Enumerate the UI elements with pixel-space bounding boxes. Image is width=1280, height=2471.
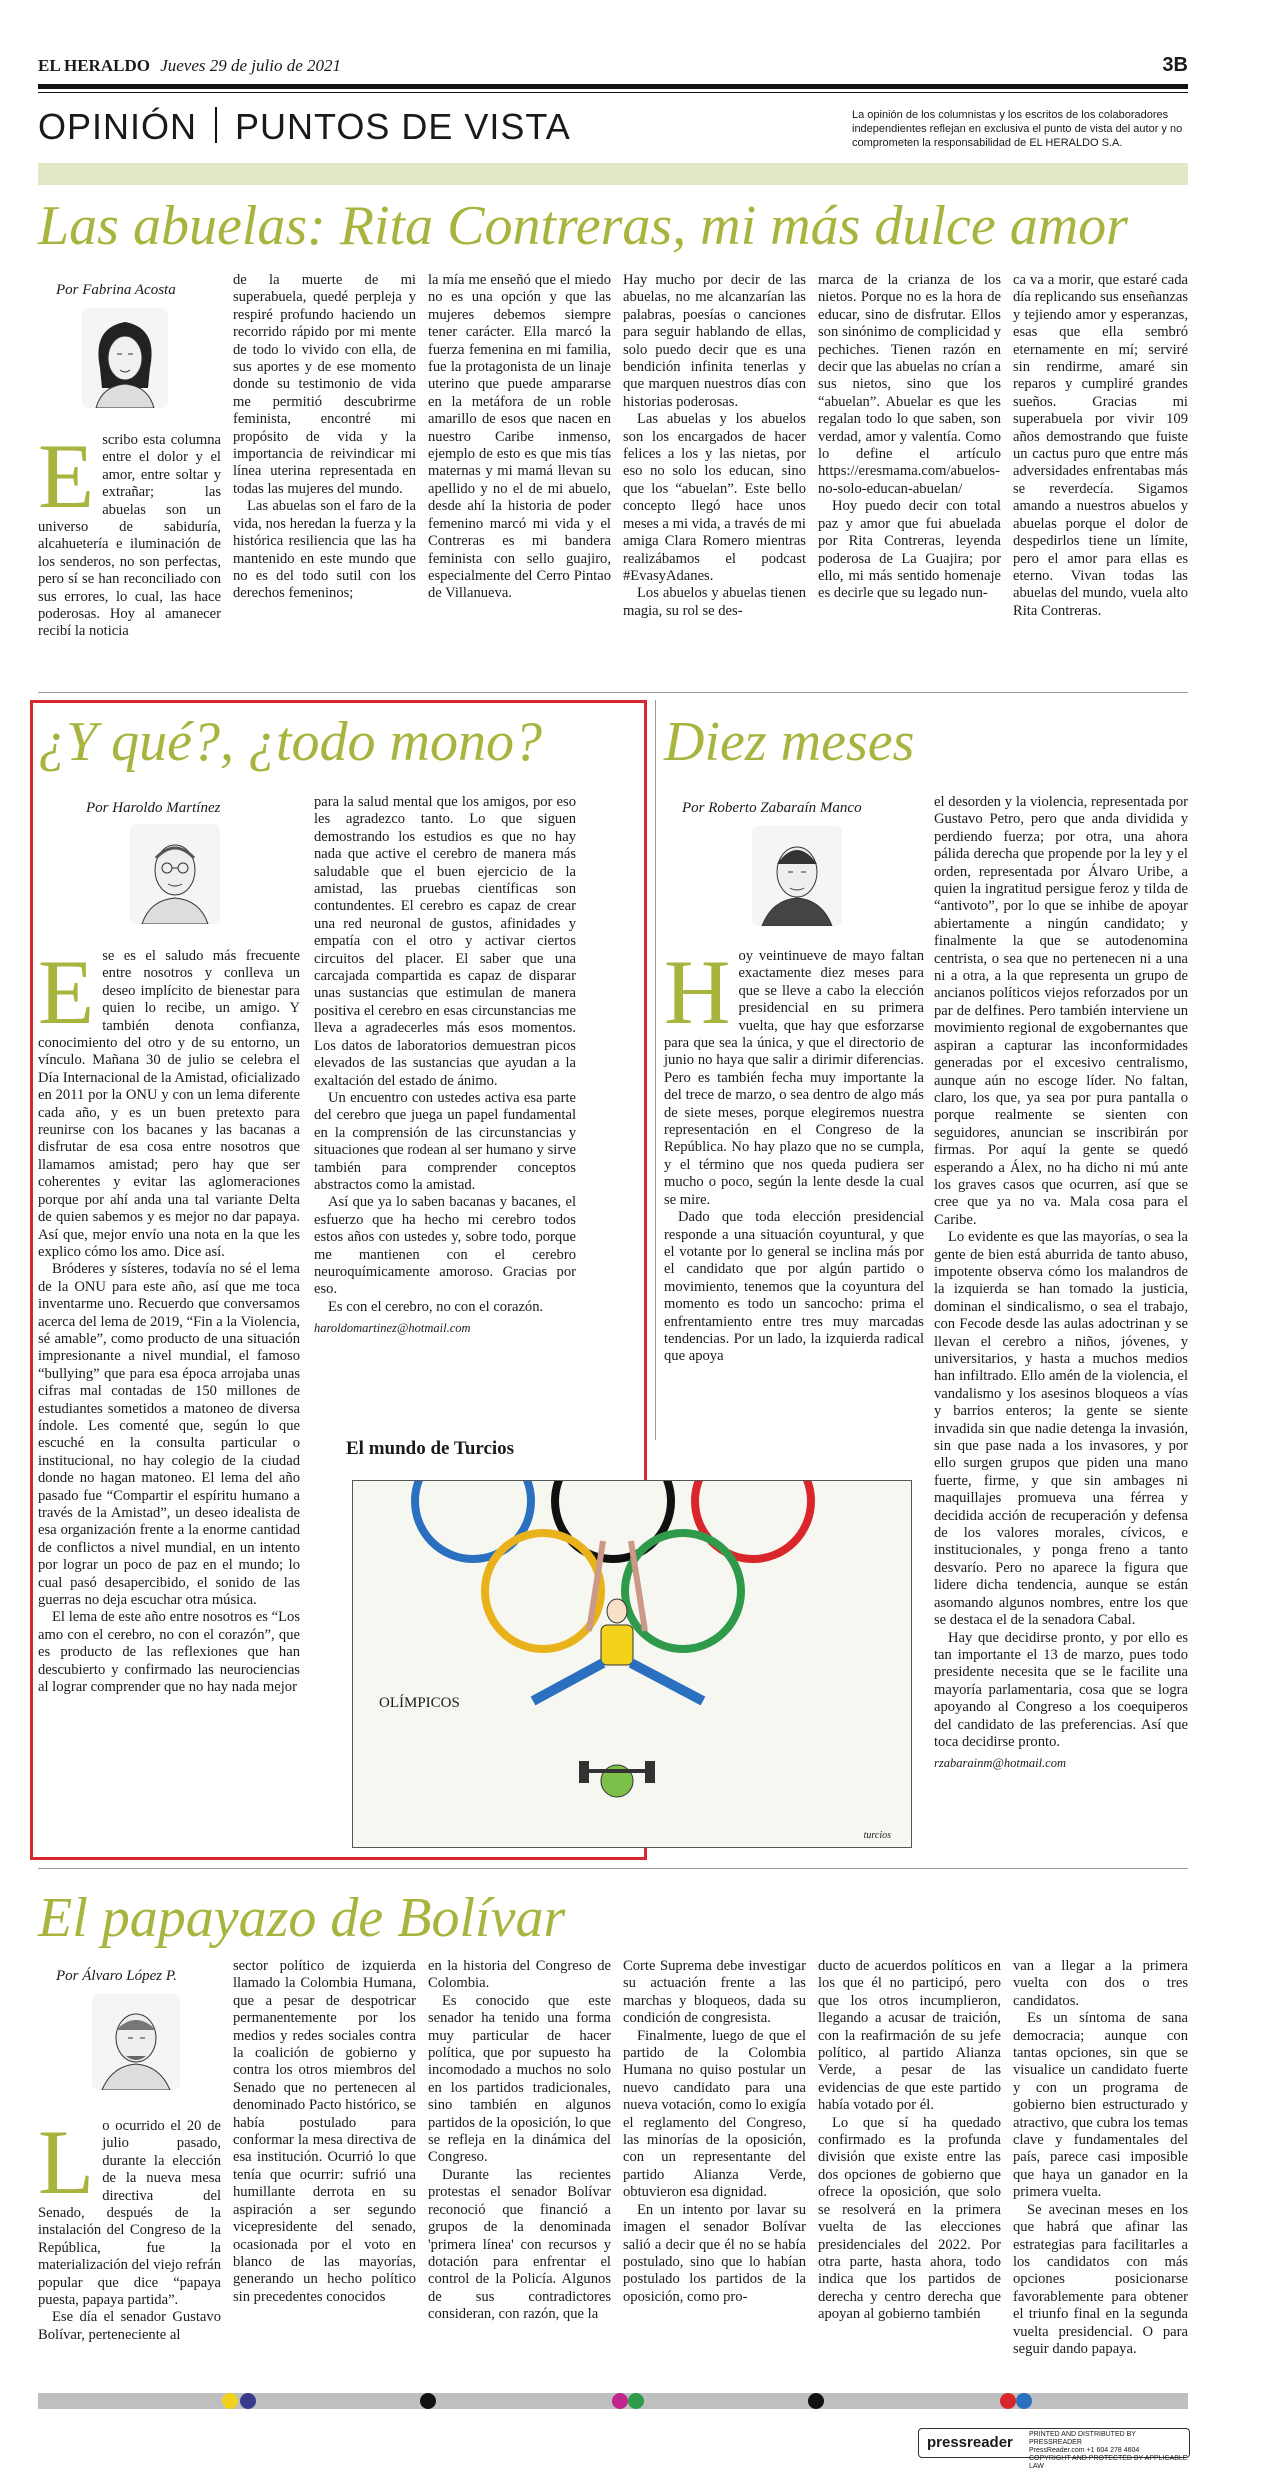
article4-col4 xyxy=(623,1958,806,2306)
registration-dot xyxy=(1000,2393,1016,2409)
divider xyxy=(38,1868,1188,1869)
article2-col1 xyxy=(38,941,300,1696)
portrait-alvaro-icon xyxy=(92,1994,180,2090)
paragraph: El lema de este año entre nosotros es “Los amo con el cerebro, no con el corazón”, que es producto de las reflexiones que han descubierto y confirmado las neurociencias al lograr comprender que no hay nada mejor xyxy=(38,1609,300,1696)
paragraph: En un intento por lavar su imagen el senador Bolívar salió a decir que él no se había postulado, sino que lo habían postulado los partidos de la oposición, como pro- xyxy=(623,2201,806,2305)
header-rule xyxy=(38,84,1188,89)
article3-col2 xyxy=(934,794,1188,1773)
paragraph: Es un síntoma de sana democracia; aunque con tantas opciones, sin que se visualice un candidato fuerte y con un programa de gobierno bien estructurado y atractivo, que cubra los temas clave y fundamentales del país, parece casi imposible que haya un ganador en la primera vuelta. xyxy=(1013,2010,1188,2201)
article4-col3 xyxy=(428,1958,611,2324)
paragraph: Hay que decidirse pronto, y por ello es tan importante el 13 de marzo, pues todo presidente necesita que se le facilite una mayoría parlamentaria, cosa que se logra apoyando al Congreso a los coequiperos del candidato de las preferencias. Así que toca decidirse pronto. xyxy=(934,1629,1188,1750)
paragraph: Las abuelas y los abuelos son los encargados de hacer felices a los y las nietas, por eso no solo los educan, sino que los “abuelan”. Este bello concepto llegó hace unos meses a mi vida, a través de mi amiga Clara Romero mientras realizábamos el podcast #EvasyAdanes. xyxy=(623,411,806,584)
paragraph: Lo que sí ha quedado confirmado es la profunda división que existe entre las dos opciones de gobierno que ofrece la oposición, que solo se resolverá en la primera vuelta de las elecciones presidenciales del 2022. Por otra parte, hasta ahora, todo indica que los partidos de derecha y centro derecha que apoyan al gobierno también xyxy=(818,2114,1001,2323)
byline-roberto: Por Roberto Zabaraín Manco xyxy=(682,800,862,816)
newspaper-header xyxy=(38,56,341,76)
section-opinion: OPINIÓN xyxy=(38,106,198,147)
paragraph: oy veintinueve de mayo faltan exactamente diez meses para que se lleve a cabo la elección presidencial en su primera vuelta, que hay que esforzarse para que sea la única, y que el directorio de junio no haya que salir a dirimir diferencias. Pero es también fecha muy importante la del trece de marzo, o sea dentro de algo más de siete meses, porque elegiremos nuestra representación en el Congreso de la República. No hay plazo que no se cumpla, y el término que nos queda pudiera ser mucho o poco, según la lente desde la cual se mire. xyxy=(664,948,924,1208)
paragraph: Un encuentro con ustedes activa esa parte del cerebro que juega un papel fundamental en la comprensión de las circunstancias y situaciones que rodean al ser humano y sirve también para comprender conceptos abstractos como la amistad. xyxy=(314,1089,576,1193)
pr-line: PRINTED AND DISTRIBUTED BY PRESSREADER xyxy=(1029,2431,1136,2446)
article1-col3 xyxy=(428,272,611,603)
dropcap: E xyxy=(38,941,95,1043)
paragraph: Bróderes y sísteres, todavía no sé el lema de la ONU para este año, así que me toca inventarme uno. Recuerdo que conversamos acerca del lema de 2019, “Fin a la Violencia, sé amable”, como producto de una situación impresionante a nivel mundial, el famoso “bullying” que para esa época arrojaba unas cifras mal contadas de 150 millones de estudiantes sometidos a matoneo de diversa índole. Les comenté que, según lo que escuché en la consulta particular o institucional, no hay colegio de la ciudad donde no hagan matoneo. El lema del año pasado fue “Compartir el espíritu humano a través de la Amistad”, un deseo idealista de esa organización frente a la enorme cantidad de conflictos a nivel mundial, en un intento por lograr un poco de paz en el mundo; lo cual pasó desapercibido, el sonido de las guerras no deja escuchar otra música. xyxy=(38,1261,300,1609)
article2-col2 xyxy=(314,794,576,1338)
portrait-haroldo-icon xyxy=(130,824,220,924)
paragraph: Los abuelos y abuelas tienen magia, su rol se des- xyxy=(623,585,806,619)
paragraph: Hay mucho por decir de las abuelas, no me alcanzarían las palabras, poesías o canciones para seguir hablando de ellas, solo puedo decir que es una bendición infinita tenerlas y que marquen nuestros días con historias poderosas. xyxy=(623,272,806,410)
paragraph: se es el saludo más frecuente entre nosotros y conlleva un deseo implícito de bienestar para quien lo recibe, un amigo. Y también denota confianza, conocimiento del otro y de su entorno, un vínculo. Mañana 30 de julio se celebra el Día Internacional de la Amistad, oficializado en 2011 por la ONU y con un lema diferente cada año, y es un buen pretexto para reunirse con los bacanes y las bacanas a disfrutar de esa cosa entre nosotros que llamamos amistad; pero hay que ser coherentes y evitar las aglomeraciones porque por ahí anda una tal variante Delta de quien sabemos y es mejor no dar papaya. Así que, mejor envío una nota en la que les explico cómo los amo. Dice así. xyxy=(38,948,300,1260)
paragraph: Se avecinan meses en los que habrá que afinar las estrategias para facilitarles a los candidatos con más opciones posicionarse favorablemente para obtener el triunfo final en la segunda vuelta presidencial. O para seguir dando papaya. xyxy=(1013,2201,1188,2357)
portrait-roberto-icon xyxy=(752,826,842,926)
pr-line: COPYRIGHT AND PROTECTED BY APPLICABLE LAW xyxy=(1029,2455,1188,2470)
accent-bar xyxy=(38,163,1188,185)
article4-col6 xyxy=(1013,1958,1188,2358)
column-divider xyxy=(655,700,656,1440)
registration-dot xyxy=(1016,2393,1032,2409)
byline-haroldo: Por Haroldo Martínez xyxy=(86,800,221,816)
paragraph: la mía me enseñó que el miedo no es una opción y que las mujeres debemos siempre tener carácter. Ella marcó la fuerza femenina en mi familia, fue la protagonista de un linaje uterino que puede ampararse en la metáfora de un roble amarillo de esos que nacen en nuestro Caribe inmenso, ejemplo de esto es que mis tías maternas y mi mamá llevan su apellido y no el de mi abuelo, desde ahí la historia de poder femenino marcó mi vida y el Contreras es mi bandera feminista con sello guajiro, especialmente del Cerro Pintao de Villanueva. xyxy=(428,272,611,602)
portrait-fabrina-icon xyxy=(82,308,168,408)
author-email[interactable]: haroldomartinez@hotmail.com xyxy=(314,1321,471,1336)
pressreader-info xyxy=(1029,2431,1189,2471)
divider xyxy=(38,692,1188,693)
paragraph: Las abuelas son el faro de la vida, nos heredan la fuerza y la histórica resiliencia que las ha mantenido en este mundo que no es del todo sutil con los derechos femeninos; xyxy=(233,498,416,602)
paragraph: Corte Suprema debe investigar su actuación frente a las marchas y bloqueos, dada su condición de congresista. xyxy=(623,1958,806,2027)
pressreader-badge[interactable] xyxy=(918,2428,1190,2470)
paragraph: de la muerte de mi superabuela, quedé perpleja y respiré profundo haciendo un recorrido rápido por mi mente de todo lo vivido con ella, de sus aportes y de ese momento donde su testimonio de vida me permitió descubrirme feminista, encontré mi propósito de vida y la importancia de reivindicar mi línea uterina representada en todas las mujeres del mundo. xyxy=(233,272,416,497)
article4-col1 xyxy=(38,2111,221,2344)
paragraph: sector político de izquierda llamado la Colombia Humana, que a pesar de despotricar permanentemente por los medios y redes sociales contra la coalición de gobierno y contra los otros miembros del Senado que no pertenecen al denominado Pacto histórico, se había postulado para conformar la mesa directiva de esa institución. Ocurrió lo que tenía que ocurrir: sufrió una humillante derrota en su aspiración a ser segundo vicepresidente del senado, ocasionada por el voto en blanco de las mayorías, generando un hecho político sin precedentes conocidos xyxy=(233,1958,416,2305)
author-portrait xyxy=(752,826,842,926)
article1-col2 xyxy=(233,272,416,603)
paragraph: Dado que toda elección presidencial responde a una situación coyuntural, y que el votante por lo general se inclina más por el candidato que por algún partido o movimiento, tenemos que la coyuntura del momento es todo un sancocho: prima el enfrentamiento entre tres muy marcadas tendencias. Por un lado, la izquierda radical que apoya xyxy=(664,1209,924,1365)
registration-dot xyxy=(612,2393,628,2409)
section-heading xyxy=(38,106,571,148)
registration-dot xyxy=(808,2393,824,2409)
disclaimer: La opinión de los columnistas y los escritos de los colaboradores independientes reflejan en exclusiva el punto de vista del autor y no comprometen la responsabilidad de EL HERALDO S.A. xyxy=(852,109,1183,149)
page-number: 3B xyxy=(1162,54,1188,76)
olympic-rings-cartoon-icon xyxy=(353,1481,911,1847)
article-title-todo-mono: ¿Y qué?, ¿todo mono? xyxy=(38,711,542,773)
issue-date: Jueves 29 de julio de 2021 xyxy=(160,56,342,75)
article-title-diez-meses: Diez meses xyxy=(664,711,915,773)
registration-dot xyxy=(222,2393,238,2409)
cartoon-signature: turcios xyxy=(863,1830,891,1841)
article1-col1 xyxy=(38,425,221,641)
cartoon-image xyxy=(352,1480,912,1848)
registration-dot xyxy=(240,2393,256,2409)
paragraph: Es conocido que este senador ha tenido una forma muy particular de hacer política, que por supuesto ha incomodado a muchos no solo en los partidos tradicionales, sino también en algunos partidos de la oposición, lo que se refleja en la dinámica del Congreso. xyxy=(428,1992,611,2166)
paragraph: Hoy puedo decir con total paz y amor que fui abuelada por Rita Contreras, leyenda poderosa de La Guajira; por ello, mi más sentido homenaje es decirle que su legado nun- xyxy=(818,498,1001,602)
paragraph: el desorden y la violencia, representada por Gustavo Petro, pero que anda dividida y perdiendo fuerza; por otra, una ahora pálida derecha que propende por la ley y el orden, representada por Álvaro Uribe, a quien la ingratitud persigue feroz y tilda de “antivoto”, por lo que se inhibe de apoyar abiertamente a ningún candidato; y finalmente la que se autodenomina centrista, o sea que no pertenecen ni a una ni a otra, a la que representa un grupo de ancianos políticos viejos reforzados por un par de delfines. Pero también interviene un movimiento regional de exgobernantes que aspiran a capturar las inconformidades generadas por el excesivo centralismo, aunque aún no escoge líder. No faltan, claro, los que, ya sea por pura pantalla o porque realmente se sienten con seguidores, anuncian se inscribirán por firmas. Por aquí la gente se quedó esperando a Álex, no ha dicho ni mú ante los graves casos que ocurren, así que se cree que ya no va. Mala cosa para el Caribe. xyxy=(934,794,1188,1228)
newspaper-name: EL HERALDO xyxy=(38,56,150,75)
paragraph: Lo evidente es que las mayorías, o sea la gente de bien está aburrida de tanto abuso, impotente observa cómo los malandros de la izquierda se han tomado la justicia, dominan el sindicalismo, o sea el trabajo, con Fecode desde las aulas adoctrinan y se llevan el cerebro a niños, jóvenes, y universitarios, y hasta a muchos medios han infiltrado. Ello amén de la violencia, el vandalismo y los asesinos bloqueos a vías y barrios enteros; la gente se siente invadida sin que nadie detenga la invasión, sin que pase nada a los invasores, y por ello surgen grupos que piden una mano fuerte, firme, y que sin ambages ni maquillajes promueva una férrea y decidida acción de recuperación y defensa de los valores morales, cívicos, e institucionales, y ponga freno a tanto desvarío. Pero no aparece la figura que lidere dicha tendencia, aunque se están asomando algunos nombres, entre los que se destaca el de la senadora Cabal. xyxy=(934,1229,1188,1629)
cartoon-title: El mundo de Turcios xyxy=(346,1438,515,1459)
section-divider xyxy=(215,107,217,143)
paragraph: scribo esta columna entre el dolor y el amor, entre soltar y extrañar; las abuelas son un universo de sabiduría, alcahuetería e iluminación de los senderos, no son perfectas, pero sí se han reconciliado con sus errores, lo cual, las hace poderosas. Hoy al amanecer recibí la noticia xyxy=(38,432,221,640)
registration-dot xyxy=(420,2393,436,2409)
dropcap: L xyxy=(38,2111,95,2213)
paragraph: van a llegar a la primera vuelta con dos o tres candidatos. xyxy=(1013,1958,1188,2009)
paragraph: para la salud mental que los amigos, por eso les agradezco tanto. Lo que siguen demostrando los estudios es que no hay nada que active el cerebro de manera más saludable que el buen ejercicio de la amistad, las pruebas científicas son contundentes. El cerebro es capaz de crear una red neuronal de gustos, afinidades y empatía con el otro y activar ciertos circuitos del placer. El saber que una carcajada compartida es capaz de disparar unas sustancias que estimulan de manera positiva el cerebro en esas circunstancias me lleva a agradecerles más esos momentos. Los datos de laboratorios demuestran picos elevados de las sustancias que ayudan a la exaltación del estado de ánimo. xyxy=(314,794,576,1089)
byline-alvaro: Por Álvaro López P. xyxy=(56,1968,177,1984)
author-portrait xyxy=(130,824,220,924)
header-rule-thin xyxy=(38,92,1188,93)
paragraph: ducto de acuerdos políticos en los que él no participó, pero que los otros incumplieron, llegando a acusar de traición, con la reafirmación de su jefe político, al partido Alianza Verde, a pesar de las evidencias de que este partido había votado por él. xyxy=(818,1958,1001,2114)
article4-col2 xyxy=(233,1958,416,2306)
byline-fabrina: Por Fabrina Acosta xyxy=(56,282,176,298)
author-portrait xyxy=(82,308,168,408)
pr-line: PressReader.com +1 604 278 4604 xyxy=(1029,2447,1140,2454)
article-title-abuelas: Las abuelas: Rita Contreras, mi más dulce amor xyxy=(38,195,1128,257)
paragraph: Ese día el senador Gustavo Bolívar, perteneciente al xyxy=(38,2309,221,2343)
paragraph: marca de la crianza de los nietos. Porque no es la hora de educar, sino de disfrutar. Ellos son sinónimo de complicidad y pechiches. Tienen razón en decir que las abuelas no crían a sus nietos, sino que los “abuelan”. Abuelar es que les regalan todo lo que saben, son verdad, amor y valentía. Como lo define el artículo https://eresmama.com/abuelos-no-solo-educan-abuelan/ xyxy=(818,272,1001,497)
paragraph: o ocurrido el 20 de julio pasado, durante la elección de la nueva mesa directiva del Senado, después de la instalación del Congreso de la República, fue la materialización del viejo refrán popular que dice “papaya puesta, papaya partida”. xyxy=(38,2118,221,2309)
author-portrait xyxy=(92,1994,180,2090)
article3-col1 xyxy=(664,941,924,1366)
paragraph: en la historia del Congreso de Colombia. xyxy=(428,1958,611,1992)
pressreader-logo: pressreader xyxy=(927,2434,1013,2451)
paragraph: ca va a morir, que estaré cada día replicando sus enseñanzas y tejiendo amor y esperanzas, esas que ella sembró eternamente en mí; serviré sin rendirme, amaré sin reparos y cumpliré grandes sueños. Gracias mi superabuela por vivir 109 años demostrando que fuiste un cactus puro que entre más adversidades enfrentabas más se reverdecía. Sigamos amando a nuestros abuelos y abuelas porque el dolor de despedirlos tiene un límite, pero el amor para ellas es eterno. Vivan todas las abuelas del mundo, vuela alto Rita Contreras. xyxy=(1013,272,1188,619)
paragraph: Es con el cerebro, no con el corazón. xyxy=(328,1298,544,1315)
dropcap: E xyxy=(38,425,95,527)
paragraph: Así que ya lo saben bacanas y bacanes, el esfuerzo que ha hecho mi cerebro todos estos años con ustedes y, sobre todo, porque me mantienen con el cerebro neuroquímicamente amoroso. Gracias por eso. xyxy=(314,1194,576,1298)
cartoon-caption: OLÍMPICOS xyxy=(379,1695,460,1711)
registration-dot xyxy=(628,2393,644,2409)
article1-col4 xyxy=(623,272,806,620)
section-puntos: PUNTOS DE VISTA xyxy=(235,106,571,147)
paragraph: Durante las recientes protestas el senador Bolívar reconoció que financió a grupos de la denominada 'primera línea' con recursos y dotación para enfrentar el control de la Policía. Algunos de sus contradictores consideran, con razón, que la xyxy=(428,2166,611,2323)
article1-col6 xyxy=(1013,272,1188,620)
article1-col5 xyxy=(818,272,1001,603)
paragraph: Finalmente, luego de que el partido de la Colombia Humana no quiso postular un nuevo candidato para una nueva votación, como lo exigía el reglamento del Congreso, las minorías de la oposición, con un representante del partido Alianza Verde, obtuvieron esa dignidad. xyxy=(623,2027,806,2201)
dropcap: H xyxy=(664,941,731,1043)
article4-col5 xyxy=(818,1958,1001,2324)
article-title-papayazo: El papayazo de Bolívar xyxy=(38,1887,566,1949)
author-email[interactable]: rzabarainm@hotmail.com xyxy=(934,1756,1066,1771)
